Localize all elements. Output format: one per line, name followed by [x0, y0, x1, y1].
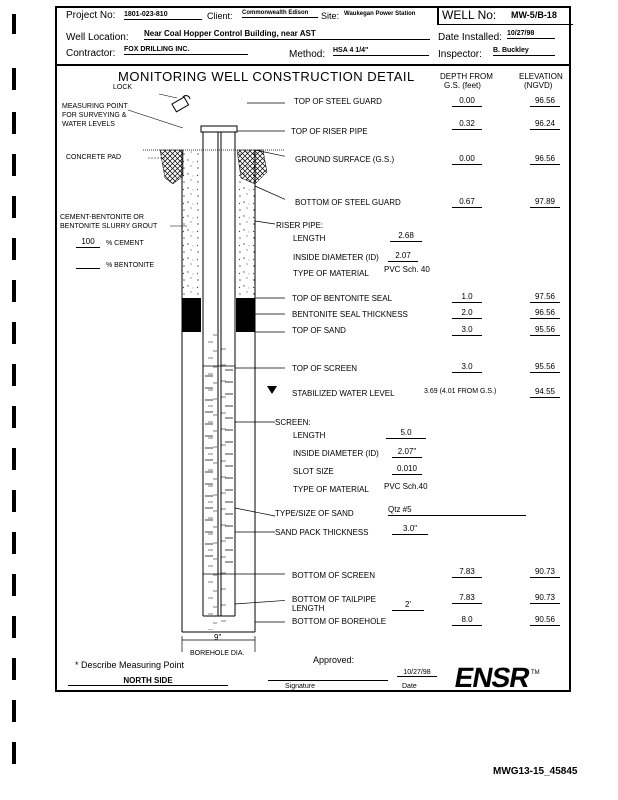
binder-mark — [12, 658, 16, 680]
binder-mark — [12, 112, 16, 134]
project-label: Project No: — [66, 10, 116, 21]
water-level-icon — [267, 386, 277, 394]
depth-value: 0.00 — [452, 154, 482, 165]
riser-material-label: TYPE OF MATERIAL — [293, 269, 369, 278]
riser-diameter-value: 2.07 — [388, 251, 418, 262]
binder-mark — [12, 238, 16, 260]
bentonite-seal — [236, 298, 255, 332]
binder-mark — [12, 322, 16, 344]
client-label: Client: — [207, 11, 233, 21]
row-label: BENTONITE SEAL THICKNESS — [292, 310, 408, 319]
depth-value: 0.00 — [452, 96, 482, 107]
elevation-value: 97.89 — [530, 197, 560, 208]
signature-label: Signature — [285, 683, 315, 690]
location-label: Well Location: — [66, 32, 129, 43]
screen-length-value: 5.0 — [386, 428, 426, 439]
cement-percent: 100 — [76, 238, 100, 248]
depth-value: 3.69 (4.01 FROM G.S.) — [424, 388, 497, 395]
binder-mark — [12, 196, 16, 218]
grout-zone — [182, 150, 201, 298]
well-label: WELL No: — [442, 8, 497, 22]
binder-mark — [12, 406, 16, 428]
grout-label-2: BENTONITE SLURRY GROUT — [60, 223, 158, 230]
elevation-value: 95.56 — [530, 325, 560, 336]
screen-slot-value: 0.010 — [392, 464, 422, 475]
ensr-logo: ENSR — [452, 662, 532, 693]
binder-mark — [12, 574, 16, 596]
elevation-value: 94.55 — [530, 387, 560, 398]
grout-zone — [236, 150, 255, 298]
method-value: HSA 4 1/4" — [333, 47, 429, 56]
row-label: TOP OF STEEL GUARD — [294, 97, 382, 106]
depth-col-heading-2: G.S. (feet) — [444, 81, 481, 90]
elev-col-heading-2: (NGVD) — [524, 81, 553, 90]
binder-mark — [12, 742, 16, 764]
binder-mark — [12, 700, 16, 722]
date-installed-value: 10/27/98 — [507, 30, 555, 39]
cement-label: % CEMENT — [106, 240, 144, 247]
elevation-value: 96.56 — [530, 308, 560, 319]
depth-value: 7.83 — [452, 593, 482, 604]
elevation-value: 96.56 — [530, 154, 560, 165]
tailpipe-length-value: 2' — [392, 600, 424, 611]
depth-value: 3.0 — [452, 362, 482, 373]
row-label: STABILIZED WATER LEVEL — [292, 389, 395, 398]
row-label: BOTTOM OF BOREHOLE — [292, 617, 387, 626]
binder-mark — [12, 364, 16, 386]
sand-type-value: Qtz #5 — [388, 506, 526, 516]
bentonite-seal — [182, 298, 201, 332]
project-value: 1801-023-810 — [124, 11, 202, 20]
row-label: TOP OF RISER PIPE — [291, 127, 368, 136]
screen-heading: SCREEN: — [275, 418, 311, 427]
site-value: Waukegan Power Station — [344, 11, 416, 17]
inspector-label: Inspector: — [438, 49, 482, 60]
describe-measuring-point-label: * Describe Measuring Point — [75, 660, 185, 670]
describe-measuring-point-value: NORTH SIDE — [68, 677, 228, 686]
sand-thickness-value: 3.0" — [392, 524, 428, 535]
riser-material-value: PVC Sch. 40 — [384, 265, 430, 274]
depth-value: 7.83 — [452, 567, 482, 578]
lock-icon — [159, 94, 190, 112]
binder-mark — [12, 448, 16, 470]
document-id: MWG13-15_45845 — [493, 766, 578, 777]
bentonite-percent — [76, 258, 100, 269]
depth-value: 0.32 — [452, 119, 482, 130]
binder-mark — [12, 154, 16, 176]
concrete-pad — [160, 150, 183, 184]
binder-mark — [12, 532, 16, 554]
riser-length-value: 2.68 — [390, 231, 422, 242]
elevation-value: 90.73 — [530, 593, 560, 604]
depth-value: 0.67 — [452, 197, 482, 208]
inspector-value: B. Buckley — [493, 47, 555, 56]
row-label-2: LENGTH — [292, 604, 325, 613]
borehole-dia-label: BOREHOLE DIA. — [190, 650, 245, 657]
location-value: Near Coal Hopper Control Building, near AST — [144, 30, 430, 40]
elevation-value: 96.24 — [530, 119, 560, 130]
elevation-value: 96.56 — [530, 96, 560, 107]
elev-col-heading-1: ELEVATION — [519, 72, 563, 81]
approved-label: Approved: — [313, 655, 355, 665]
screen-material-value: PVC Sch.40 — [384, 482, 428, 491]
screen-material-label: TYPE OF MATERIAL — [293, 485, 369, 494]
borehole-dia-value: 9" — [214, 633, 222, 642]
sand-type-label: TYPE/SIZE OF SAND — [275, 509, 354, 518]
row-label: TOP OF BENTONITE SEAL — [292, 294, 393, 303]
riser-heading: RISER PIPE: — [276, 221, 324, 230]
signature-line — [268, 680, 388, 681]
elevation-value: 90.73 — [530, 567, 560, 578]
measuring-point-label-3: WATER LEVELS — [62, 121, 115, 128]
riser-diameter-label: INSIDE DIAMETER (ID) — [293, 253, 379, 262]
screen-slot-label: SLOT SIZE — [293, 467, 334, 476]
riser-cap — [201, 126, 237, 132]
depth-col-heading-1: DEPTH FROM — [440, 72, 493, 81]
contractor-value: FOX DRILLING INC. — [124, 46, 248, 55]
screen-diameter-label: INSIDE DIAMETER (ID) — [293, 449, 379, 458]
screen-length-label: LENGTH — [293, 431, 326, 440]
measuring-point-label-1: MEASURING POINT — [62, 103, 128, 110]
lock-label: LOCK — [113, 84, 133, 91]
sand-pack — [203, 334, 236, 630]
screen-diameter-value: 2.07" — [392, 447, 422, 458]
date-label: Date — [402, 683, 417, 690]
row-label: TOP OF SCREEN — [292, 364, 358, 373]
site-label: Site: — [321, 11, 340, 21]
well-value: MW-5/B-18 — [511, 10, 557, 20]
depth-value: 1.0 — [452, 292, 482, 303]
depth-value: 2.0 — [452, 308, 482, 319]
measuring-point-label-2: FOR SURVEYING & — [62, 112, 127, 119]
binder-mark — [12, 280, 16, 302]
date-installed-label: Date Installed: — [438, 32, 502, 43]
elevation-value: 97.56 — [530, 292, 560, 303]
row-label: GROUND SURFACE (G.S.) — [295, 155, 395, 164]
elevation-value: 90.56 — [530, 615, 560, 626]
binder-mark — [12, 14, 16, 34]
row-label: BOTTOM OF SCREEN — [292, 571, 375, 580]
depth-value: 3.0 — [452, 325, 482, 336]
row-label: BOTTOM OF STEEL GUARD — [295, 198, 401, 207]
grout-label-1: CEMENT-BENTONITE OR — [60, 214, 144, 221]
client-value: Commonwealth Edison — [242, 10, 318, 18]
sand-thickness-label: SAND PACK THICKNESS — [275, 528, 369, 537]
row-label: TOP OF SAND — [292, 326, 346, 335]
row-label: BOTTOM OF TAILPIPE — [292, 595, 377, 604]
page-title: MONITORING WELL CONSTRUCTION DETAIL — [118, 69, 415, 84]
depth-value: 8.0 — [452, 615, 482, 626]
concrete-pad-label: CONCRETE PAD — [66, 154, 122, 161]
trademark-label: TM — [531, 670, 540, 676]
binder-mark — [12, 616, 16, 638]
binder-mark — [12, 68, 16, 90]
approved-date-value: 10/27/98 — [397, 669, 437, 677]
method-label: Method: — [289, 49, 326, 60]
contractor-label: Contractor: — [66, 48, 116, 59]
elevation-value: 95.56 — [530, 362, 560, 373]
riser-length-label: LENGTH — [293, 234, 326, 243]
binder-mark — [12, 490, 16, 512]
bentonite-label: % BENTONITE — [106, 262, 155, 269]
